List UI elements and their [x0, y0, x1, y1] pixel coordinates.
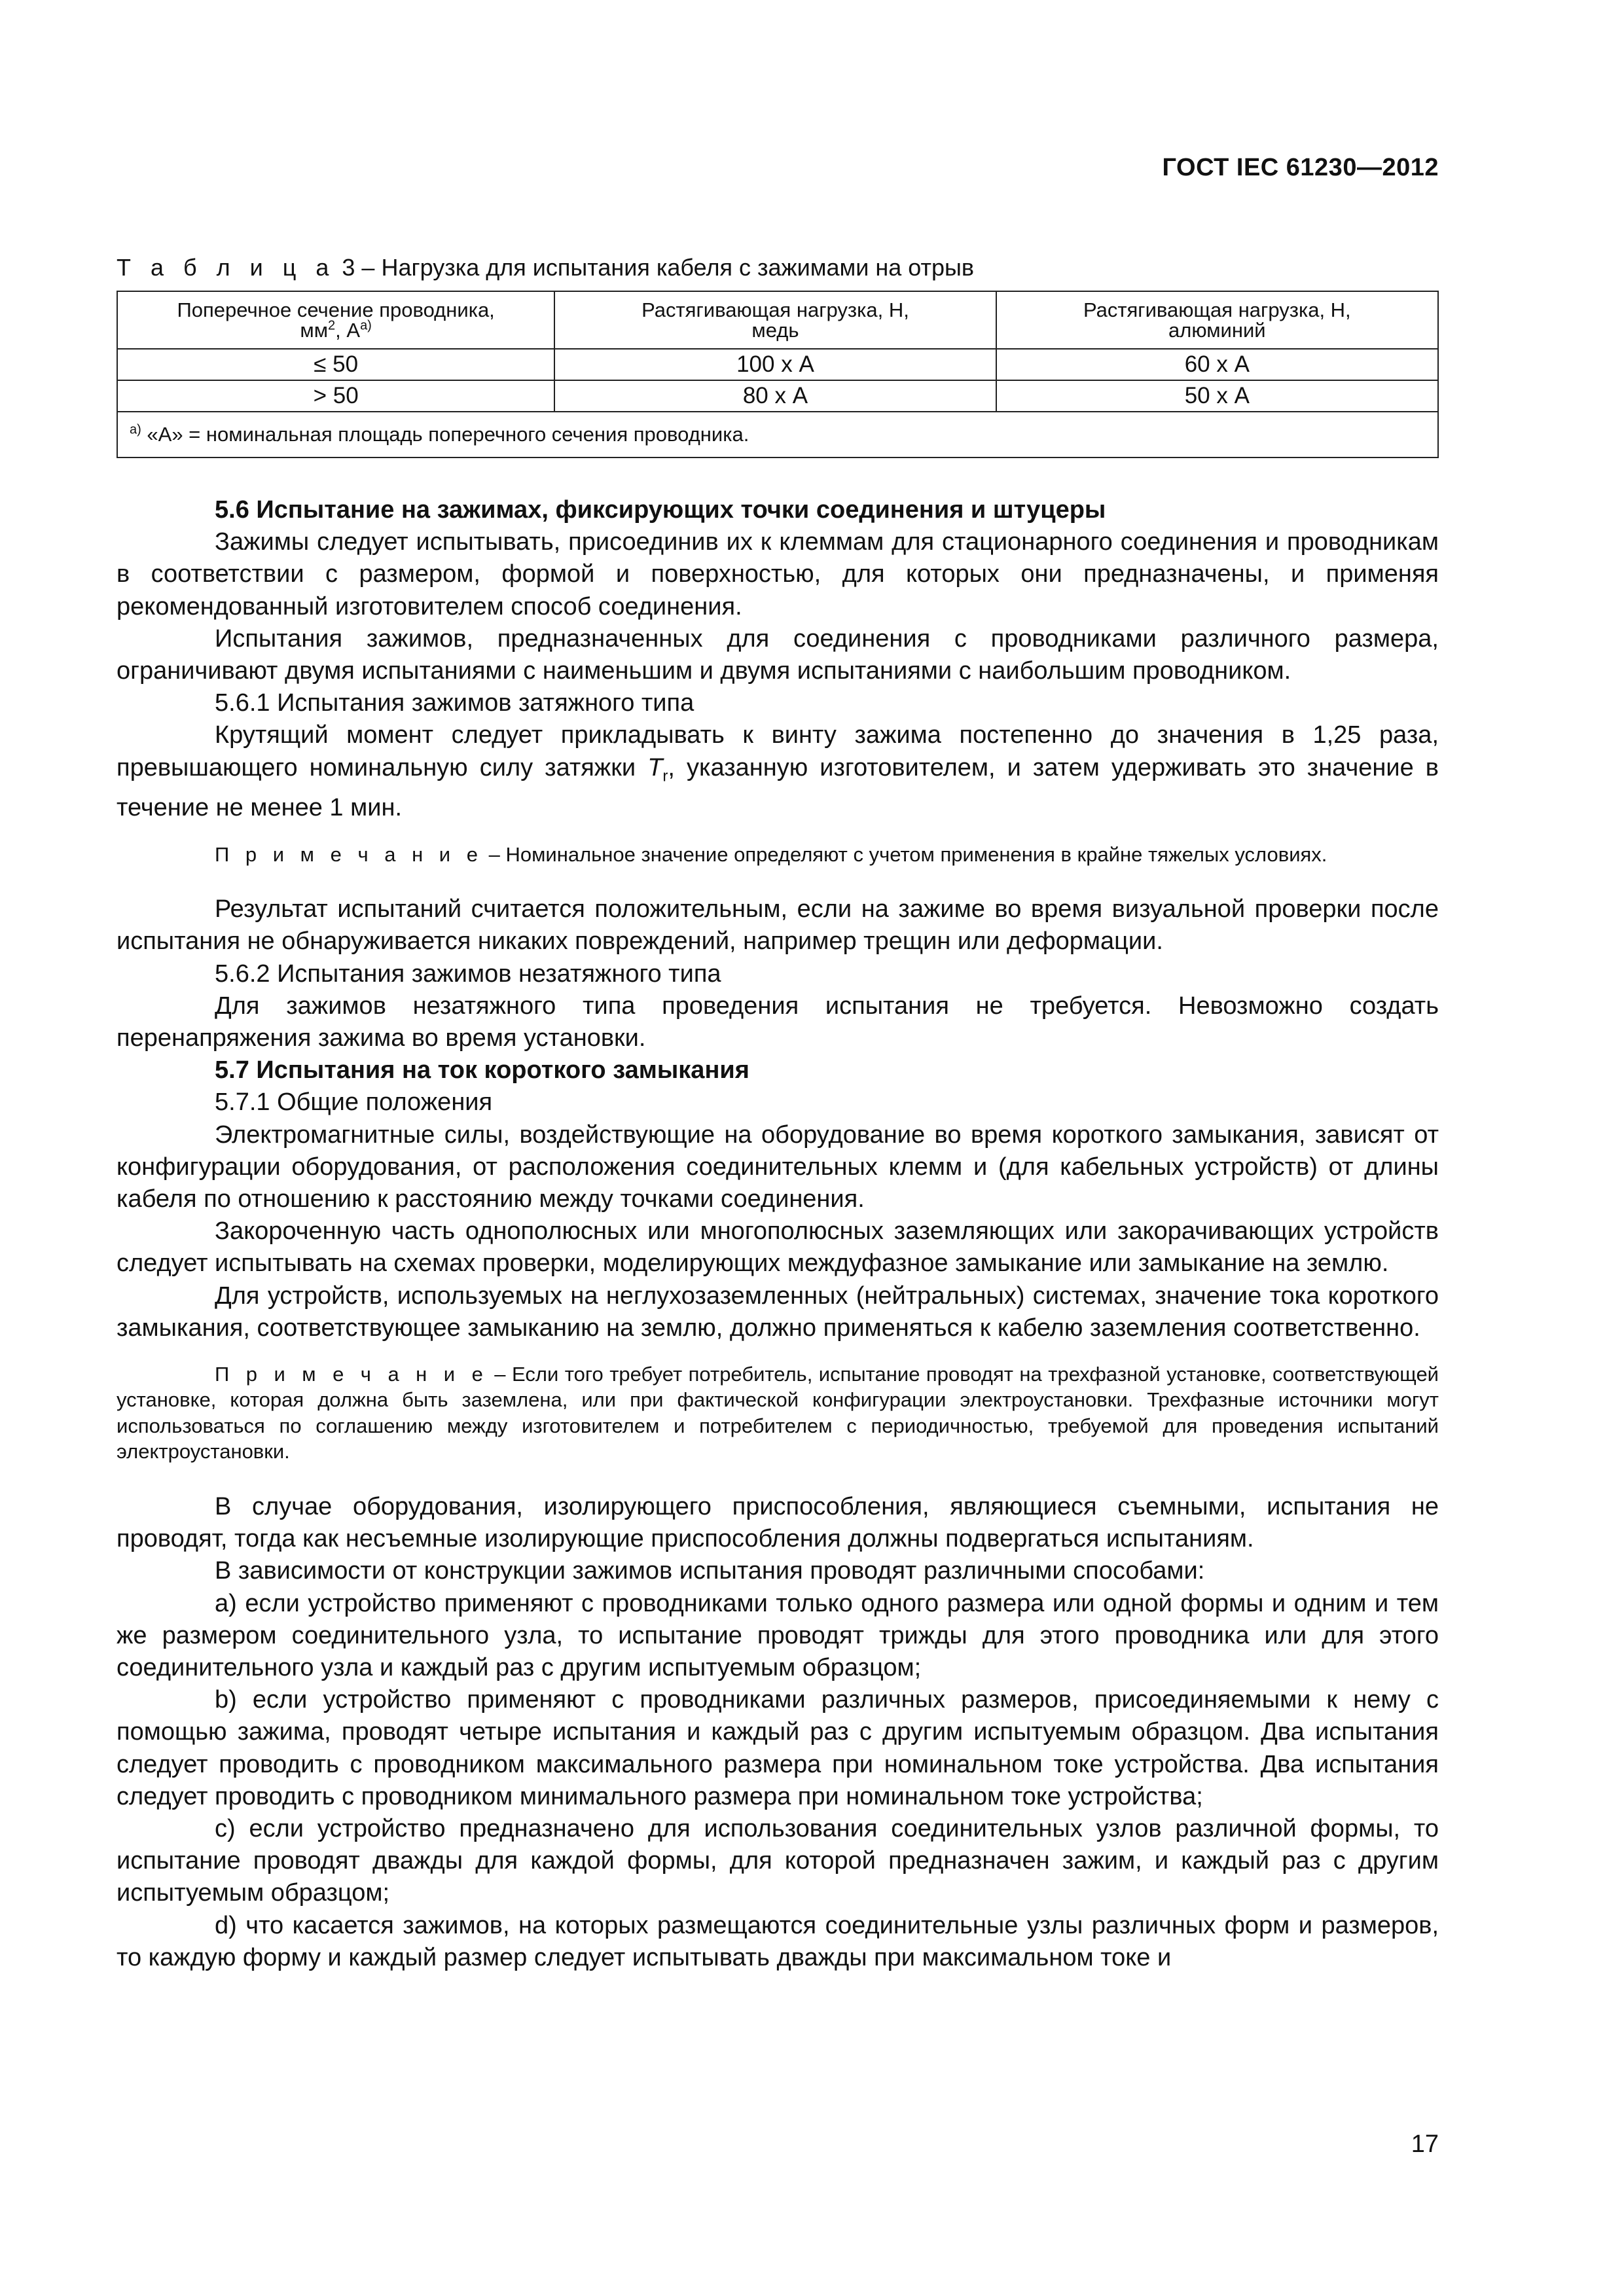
cell-copper: 80 х А: [554, 380, 996, 412]
page-number: 17: [1411, 2130, 1439, 2158]
list-item: а) если устройство применяют с проводниками только одного размера или одной формы и одним и тем же размером соединительного узла, то испытание проводят трижды для этого проводника или для этого соединительного узла и каждый раз с другим испытуемым образцом;: [117, 1589, 1439, 1681]
section-heading: 5.6 Испытание на зажимах, фиксирующих точки соединения и штуцеры: [215, 496, 1106, 524]
table-caption-text: 3 – Нагрузка для испытания кабеля с зажимами на отрыв: [335, 254, 974, 281]
paragraph: Для зажимов незатяжного типа проведения испытания не требуется. Невозможно создать перенапряжения зажима во время установки.: [117, 992, 1439, 1052]
table-row: [117, 380, 1438, 412]
document-page: [117, 0, 1439, 2296]
paragraph: Закороченную часть однополюсных или многополюсных заземляющих или закорачивающих устройств следует испытывать на схемах проверки, моделирующих междуфазное замыкание или замыкание на землю.: [117, 1217, 1439, 1278]
cell-aluminium: 60 х А: [996, 349, 1438, 380]
section-heading: 5.7 Испытания на ток короткого замыкания: [215, 1056, 749, 1085]
paragraph: Электромагнитные силы, воздействующие на оборудование во время короткого замыкания, зависят от конфигурации оборудования, от расположения соединительных клемм и (для кабельных устройств) от длины кабеля по отношению к расстоянию между точками соединения.: [117, 1121, 1439, 1213]
paragraph: Зажимы следует испытывать, присоединив их к клеммам для стационарного соединения и проводникам в соответствии с размером, формой и поверхностью, для которых они предназначены, и применяя рекомендованный изготовителем способ соединения.: [117, 528, 1439, 620]
load-table: [117, 291, 1439, 458]
subsection-title: 5.6.1 Испытания зажимов затяжного типа: [215, 689, 695, 717]
cell-copper: 100 х А: [554, 349, 996, 380]
table-footnote: $^{а)}$ «А» = номинальная площадь поперечного сечения проводника.: [117, 412, 1438, 457]
paragraph: В случае оборудования, изолирующего приспособления, являющиеся съемными, испытания не проводят, тогда как несъемные изолирующие приспособления должны подвергаться испытаниям.: [117, 1492, 1439, 1553]
paragraph: В зависимости от конструкции зажимов испытания проводят различными способами:: [215, 1557, 1205, 1585]
cell-section: ≤ 50: [117, 349, 554, 380]
subsection-title: 5.6.2 Испытания зажимов незатяжного типа: [215, 960, 721, 988]
document-body: [117, 494, 1439, 1974]
table-row: [117, 349, 1438, 380]
list-item: b) если устройство применяют с проводниками различных размеров, присоединяемыми к нему с помощью зажима, проводят четыре испытания и каждый раз с другим испытуемым образцом. Два испытания следует проводить с проводником максимального размера при номинальном токе устройства. Два испытания следует проводить с проводником минимального размера при номинальном токе устройства;: [117, 1686, 1439, 1810]
standard-designation: ГОСТ IEC 61230—2012: [1162, 154, 1439, 181]
note: П р и м е ч а н и е – Номинальное значение определяют с учетом применения в крайне тяжелых условиях.: [215, 842, 1327, 866]
table-caption: [117, 254, 974, 281]
col-header-copper: Растягивающая нагрузка, Н, медь: [554, 291, 996, 349]
list-item: d) что касается зажимов, на которых размещаются соединительные узлы различных форм и размеров, то каждую форму и каждый размер следует испытывать дважды при максимальном токе и: [117, 1911, 1439, 1971]
note: П р и м е ч а н и е – Если того требует потребитель, испытание проводят на трехфазной установке, соответствующей установке, которая должна быть заземлена, или при фактической конфигурации электроустановки. Трехфазные источники могут использоваться по соглашению между изготовителем и потребителем с периодичностью, требуемой для проведения испытаний электроустановки.: [117, 1362, 1439, 1463]
paragraph: Крутящий момент следует прикладывать к винту зажима постепенно до значения в 1,25 раза, превышающего номинальную силу затяжки $T_r$, указанную изготовителем, и затем удерживать это значение в течение не менее 1 мин.: [117, 721, 1439, 822]
cell-section: > 50: [117, 380, 554, 412]
col-header-aluminium: Растягивающая нагрузка, Н, алюминий: [996, 291, 1438, 349]
paragraph: Испытания зажимов, предназначенных для соединения с проводниками различного размера, ограничивают двумя испытаниями с наименьшим и двумя испытаниями с наибольшим проводником.: [117, 624, 1439, 685]
paragraph: Для устройств, используемых на неглухозаземленных (нейтральных) системах, значение тока короткого замыкания, соответствующее замыканию на землю, должно применяться к кабелю заземления соответственно.: [117, 1282, 1439, 1342]
cell-aluminium: 50 х А: [996, 380, 1438, 412]
list-item: с) если устройство предназначено для использования соединительных узлов различной формы, то испытание проводят дважды для каждой формы, для которой предназначен зажим, и каждый раз с другим испытуемым образцом;: [117, 1815, 1439, 1907]
table-caption-label: Т а б л и ц а: [117, 254, 336, 281]
col-header-section: Поперечное сечение проводника, $мм^2$, $А^{а)}$: [117, 291, 554, 349]
table-header-row: [117, 291, 1438, 349]
paragraph: Результат испытаний считается положительным, если на зажиме во время визуальной проверки после испытания не обнаруживается никаких повреждений, например трещин или деформации.: [117, 895, 1439, 956]
table-footnote-row: [117, 412, 1438, 457]
subsection-title: 5.7.1 Общие положения: [215, 1088, 493, 1117]
